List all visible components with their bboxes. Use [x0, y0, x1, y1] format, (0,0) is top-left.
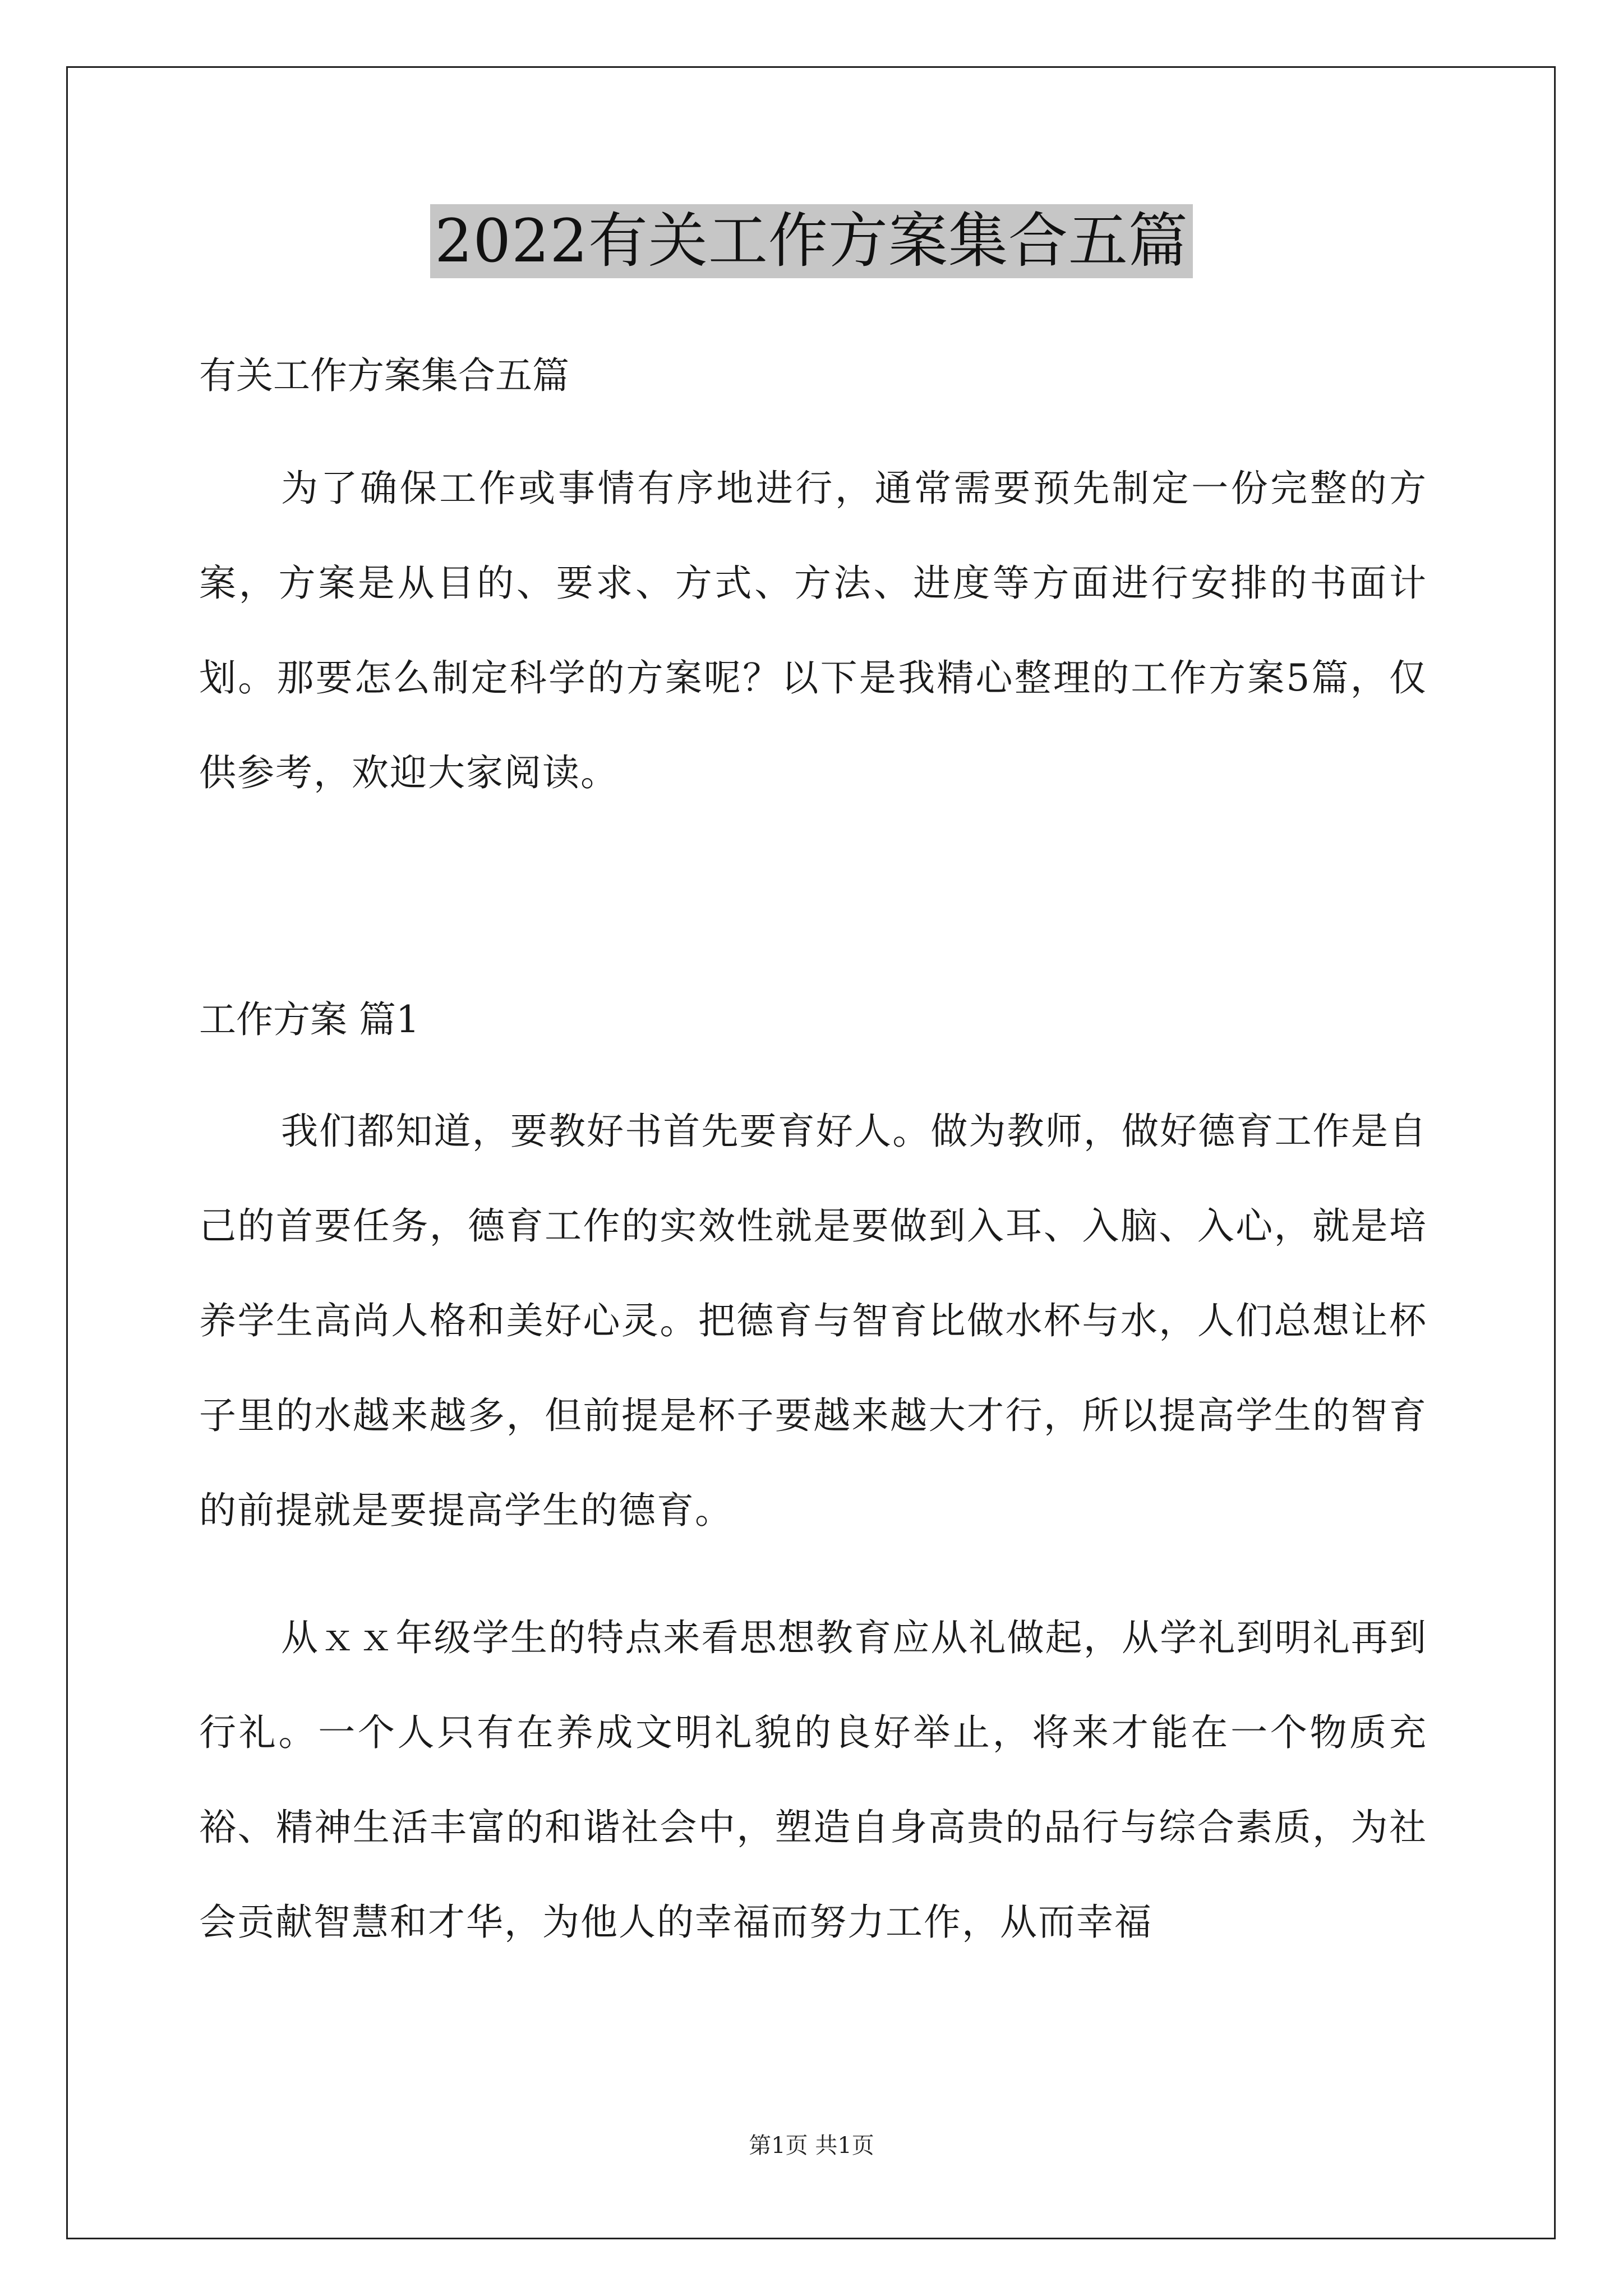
intro-paragraph: 为了确保工作或事情有序地进行，通常需要预先制定一份完整的方案，方案是从目的、要求、方式、方法、进度等方面进行安排的书面计划。那要怎么制定科学的方案呢？以下是我精心整理的工作方案5篇，仅供参考，欢迎大家阅读。	[199, 467, 1427, 794]
document-title: 2022有关工作方案集合五篇	[430, 204, 1193, 278]
page-footer: 第1页 共1页	[749, 2133, 874, 2159]
section-1-paragraph-1: 我们都知道，要教好书首先要育好人。做为教师，做好德育工作是自己的首要任务，德育工作的实效性就是要做到入耳、入脑、入心，就是培养学生高尚人格和美好心灵。把德育与智育比做水杯与水，人们总想让杯子里的水越来越多，但前提是杯子要越来越大才行，所以提高学生的智育的前提就是要提高学生的德育。	[199, 1110, 1427, 1532]
document-subtitle: 有关工作方案集合五篇	[199, 354, 569, 397]
section-heading-1: 工作方案 篇1	[199, 998, 419, 1041]
section-1-paragraph-2: 从ｘｘ年级学生的特点来看思想教育应从礼做起，从学礼到明礼再到行礼。一个人只有在养成文明礼貌的良好举止，将来才能在一个物质充裕、精神生活丰富的和谐社会中，塑造自身高贵的品行与综合素质，为社会贡献智慧和才华，为他人的幸福而努力工作，从而幸福	[199, 1616, 1427, 1944]
title-container	[0, 204, 1623, 278]
